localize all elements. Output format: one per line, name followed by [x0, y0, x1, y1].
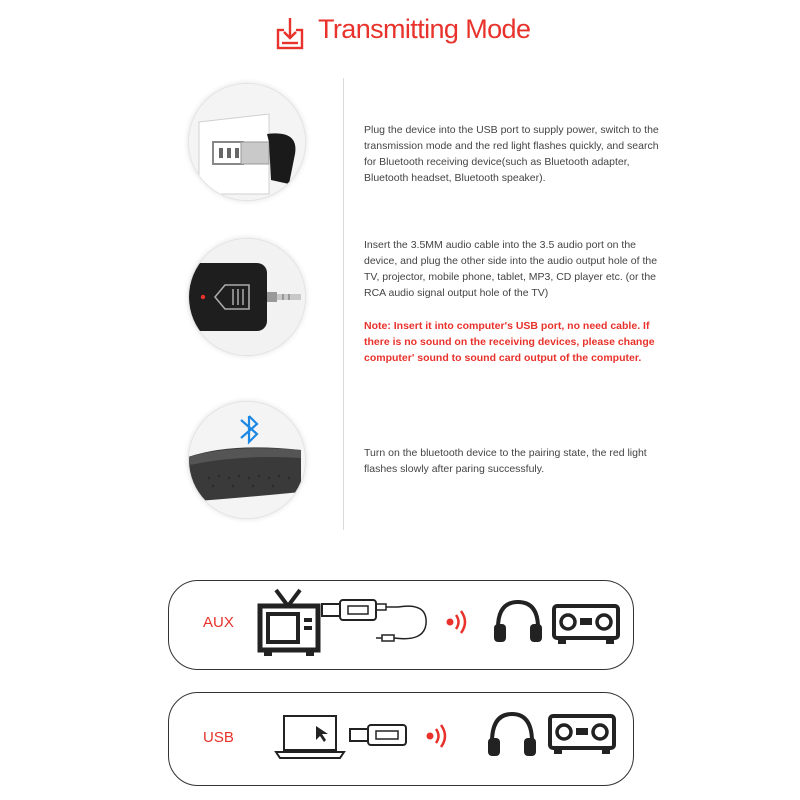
step-2-text: Insert the 3.5MM audio cable into the 3.5 audio port on the device, and plug the other side into the audio output hole of the TV, projector, mobile phone, tablet, MP3, CD player etc. (or the RCA audio signal output hole of the TV) [364, 239, 658, 299]
headphones-icon [492, 598, 544, 644]
step-3-illustration [188, 401, 306, 519]
tv-icon [256, 588, 322, 658]
computer-usb-note: Note: Insert it into computer's USB port, no need cable. If there is no sound on the receiving devices, please change computer' sound to sound card output of the computer. [364, 320, 655, 364]
speaker-icon [189, 402, 305, 518]
usb-dongle-icon [320, 598, 378, 622]
stereo-icon [548, 714, 616, 758]
audio-cable-icon [374, 594, 434, 654]
timeline-divider [343, 78, 344, 530]
usb-label: USB [203, 729, 234, 746]
audio-jack-icon [189, 239, 305, 355]
stereo-icon [552, 604, 620, 646]
usb-dongle-icon [189, 84, 305, 200]
wireless-signal-icon [444, 608, 470, 636]
page-title: Transmitting Mode [318, 14, 531, 44]
headphones-icon [486, 710, 538, 758]
usb-dongle-icon [348, 722, 408, 748]
step-1-illustration [188, 83, 306, 201]
step-2-illustration [188, 238, 306, 356]
page-header [0, 14, 800, 54]
laptop-icon [274, 712, 346, 760]
wireless-signal-icon [424, 722, 450, 750]
aux-label: AUX [203, 614, 234, 631]
download-icon [276, 16, 304, 50]
step-1-text: Plug the device into the USB port to supply power, switch to the transmission mode and the red light flashes quickly, and search for Bluetooth receiving device(such as Bluetooth adapter, Bluetooth headset, Bluetooth speaker). [364, 124, 659, 184]
step-3-text: Turn on the bluetooth device to the pairing state, the red light flashes slowly after paring successfuly. [364, 447, 647, 475]
